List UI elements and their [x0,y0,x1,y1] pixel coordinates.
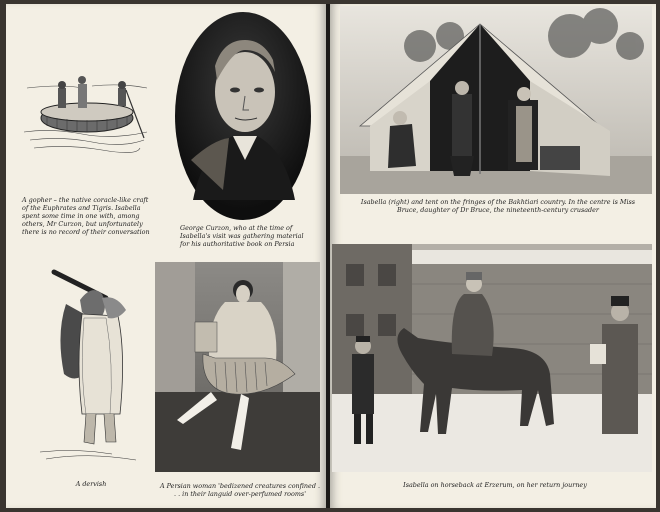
curzon-caption: George Curzon, who at the time of Isabella's visit was gathering material for his authoritative book on Persia [180,224,304,248]
persian-woman-caption: A Persian woman 'bedizened creatures confined . . . in their languid over-perfumed rooms' [160,482,320,498]
gopher-caption: A gopher – the native coracle-like craft of the Euphrates and Tigris. Isabella spent some time in one with, among others, Mr Curzon, but unfortunately there is no record of their conversation [22,196,150,236]
horseback-caption: Isabella on horseback at Erzerum, on her return journey [403,481,587,489]
dervish-engraving [36,264,146,464]
curzon-portrait [173,10,313,222]
persian-woman-photo [155,262,320,472]
tent-photo [340,6,652,194]
book-gutter [326,4,330,508]
gopher-engraving [22,58,152,156]
tent-caption: Isabella (right) and tent on the fringes of the Bakhtiari country. In the centre is Miss Bruce, daughter of Dr Bruce, the nineteenth-century crusader [360,198,636,214]
horseback-photo [332,244,652,472]
dervish-caption: A dervish [75,480,107,488]
